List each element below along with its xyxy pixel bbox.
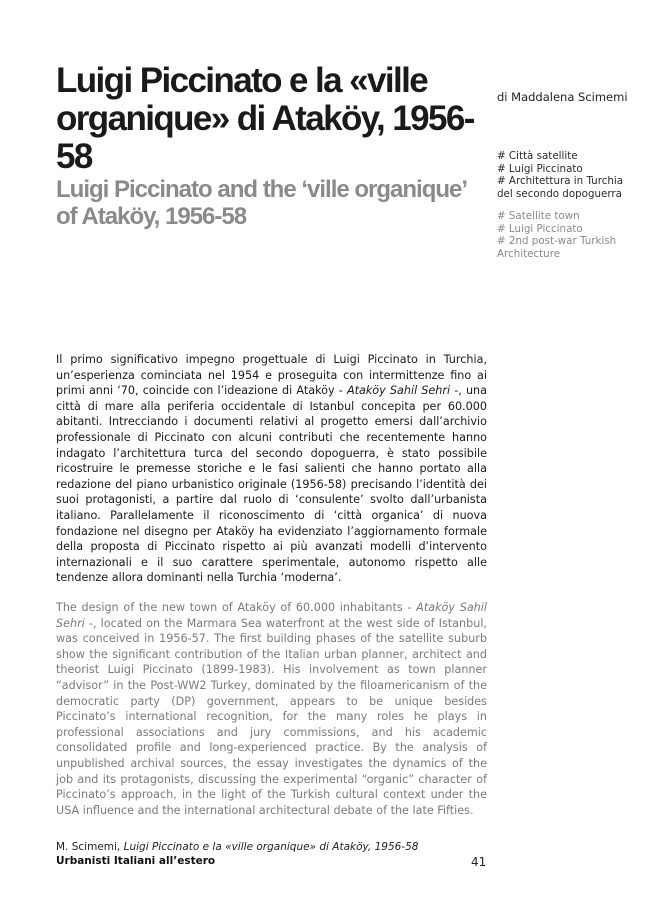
- keyword: # Satellite town: [497, 210, 580, 222]
- article-title-italian: Luigi Piccinato e la «ville organique» di Ataköy, 1956-58: [56, 61, 474, 176]
- keyword: # Architettura in Turchia del secondo dopoguerra: [497, 175, 624, 200]
- keyword: # Città satellite: [497, 150, 578, 162]
- title-block: [56, 62, 476, 230]
- abstract-text: Il primo significativo impegno progettuale di Luigi Piccinato in Turchia, un’esperienza cominciata nel 1954 e proseguita con intermittenze fino ai primi anni ‘70, coincide con l’ideazione di Ataköy -: [56, 353, 487, 398]
- page-number: 41: [471, 855, 487, 869]
- abstract-text: -, una città di mare alla periferia occidentale di Istanbul concepita per 60.000 abitanti. Intrecciando i documenti relativi al progetto emersi dall’archivio professionale di Piccinato con alcuni contributi che recentemente hanno indagato l’architettura turca del secondo dopoguerra, è stato possibile ricostruire le premesse storiche e le fasi salienti che hanno portato alla redazione del piano urbanistico originale (1956-58) precisando l’identità dei suoi protagonisti, a partire dal ruolo di ‘consulente’ svolto dall’urbanista italiano. Parallelamente il riconoscimento di ‘città organica’ di nuova fondazione nel disegno per Ataköy ha evidenziato l’aggiornamento formale della proposta di Piccinato rispetto ai più avanzati modelli d’intervento internazionali e il suo carattere sperimentale, autonomo rispetto alle tendenze allora dominanti nella Turchia ‘moderna’.: [56, 384, 487, 585]
- abstract-italic-name: Ataköy Sahil Sehri: [346, 384, 451, 398]
- author-byline: di Maddalena Scimemi: [497, 90, 628, 104]
- keywords-english: [497, 210, 637, 260]
- abstract-text: -, located on the Marmara Sea waterfront at the west side of Istanbul, was conceived in 1956-57. The first building phases of the satellite suburb show the significant contribution of the Italian urban planner, architect and theorist Luigi Piccinato (1899-1983). His involvement as town planner “advisor” in the Post-WW2 Turkey, dominated by the filoamericanism of the democratic party (DP) government, appears to be unique besides Piccinato’s international recognition, for the many roles he plays in professional associations and jury commissions, and his academic consolidated profile and long-experienced practice. By the analysis of unpublished archival sources, the essay investigates the dynamics of the job and its protagonists, discussing the experimental “organic” character of Piccinato’s approach, in the light of the Turkish cultural context under the USA influence and the international architectural debate of the late Fifties.: [56, 616, 487, 817]
- abstract-italian: [56, 352, 487, 586]
- footer-title: Luigi Piccinato e la «ville organique» di Ataköy, 1956-58: [123, 841, 419, 853]
- footer-reference: [56, 841, 418, 853]
- abstract-english: [56, 600, 487, 818]
- keyword: # 2nd post-war Turkish Architecture: [497, 235, 617, 260]
- keyword: # Luigi Piccinato: [497, 222, 583, 235]
- keyword: # Luigi Piccinato: [497, 162, 583, 175]
- abstract-italic-name: Ataköy Sahil Sehri: [56, 601, 487, 630]
- article-title-english: Luigi Piccinato and the ‘ville organique’ of Ataköy, 1956-58: [56, 176, 466, 230]
- footer-author: M. Scimemi,: [56, 841, 124, 853]
- footer-series: Urbanisti Italiani all’estero: [56, 855, 216, 867]
- keywords-italian: [497, 150, 637, 200]
- abstract-text: The design of the new town of Ataköy of 60.000 inhabitants -: [56, 601, 417, 614]
